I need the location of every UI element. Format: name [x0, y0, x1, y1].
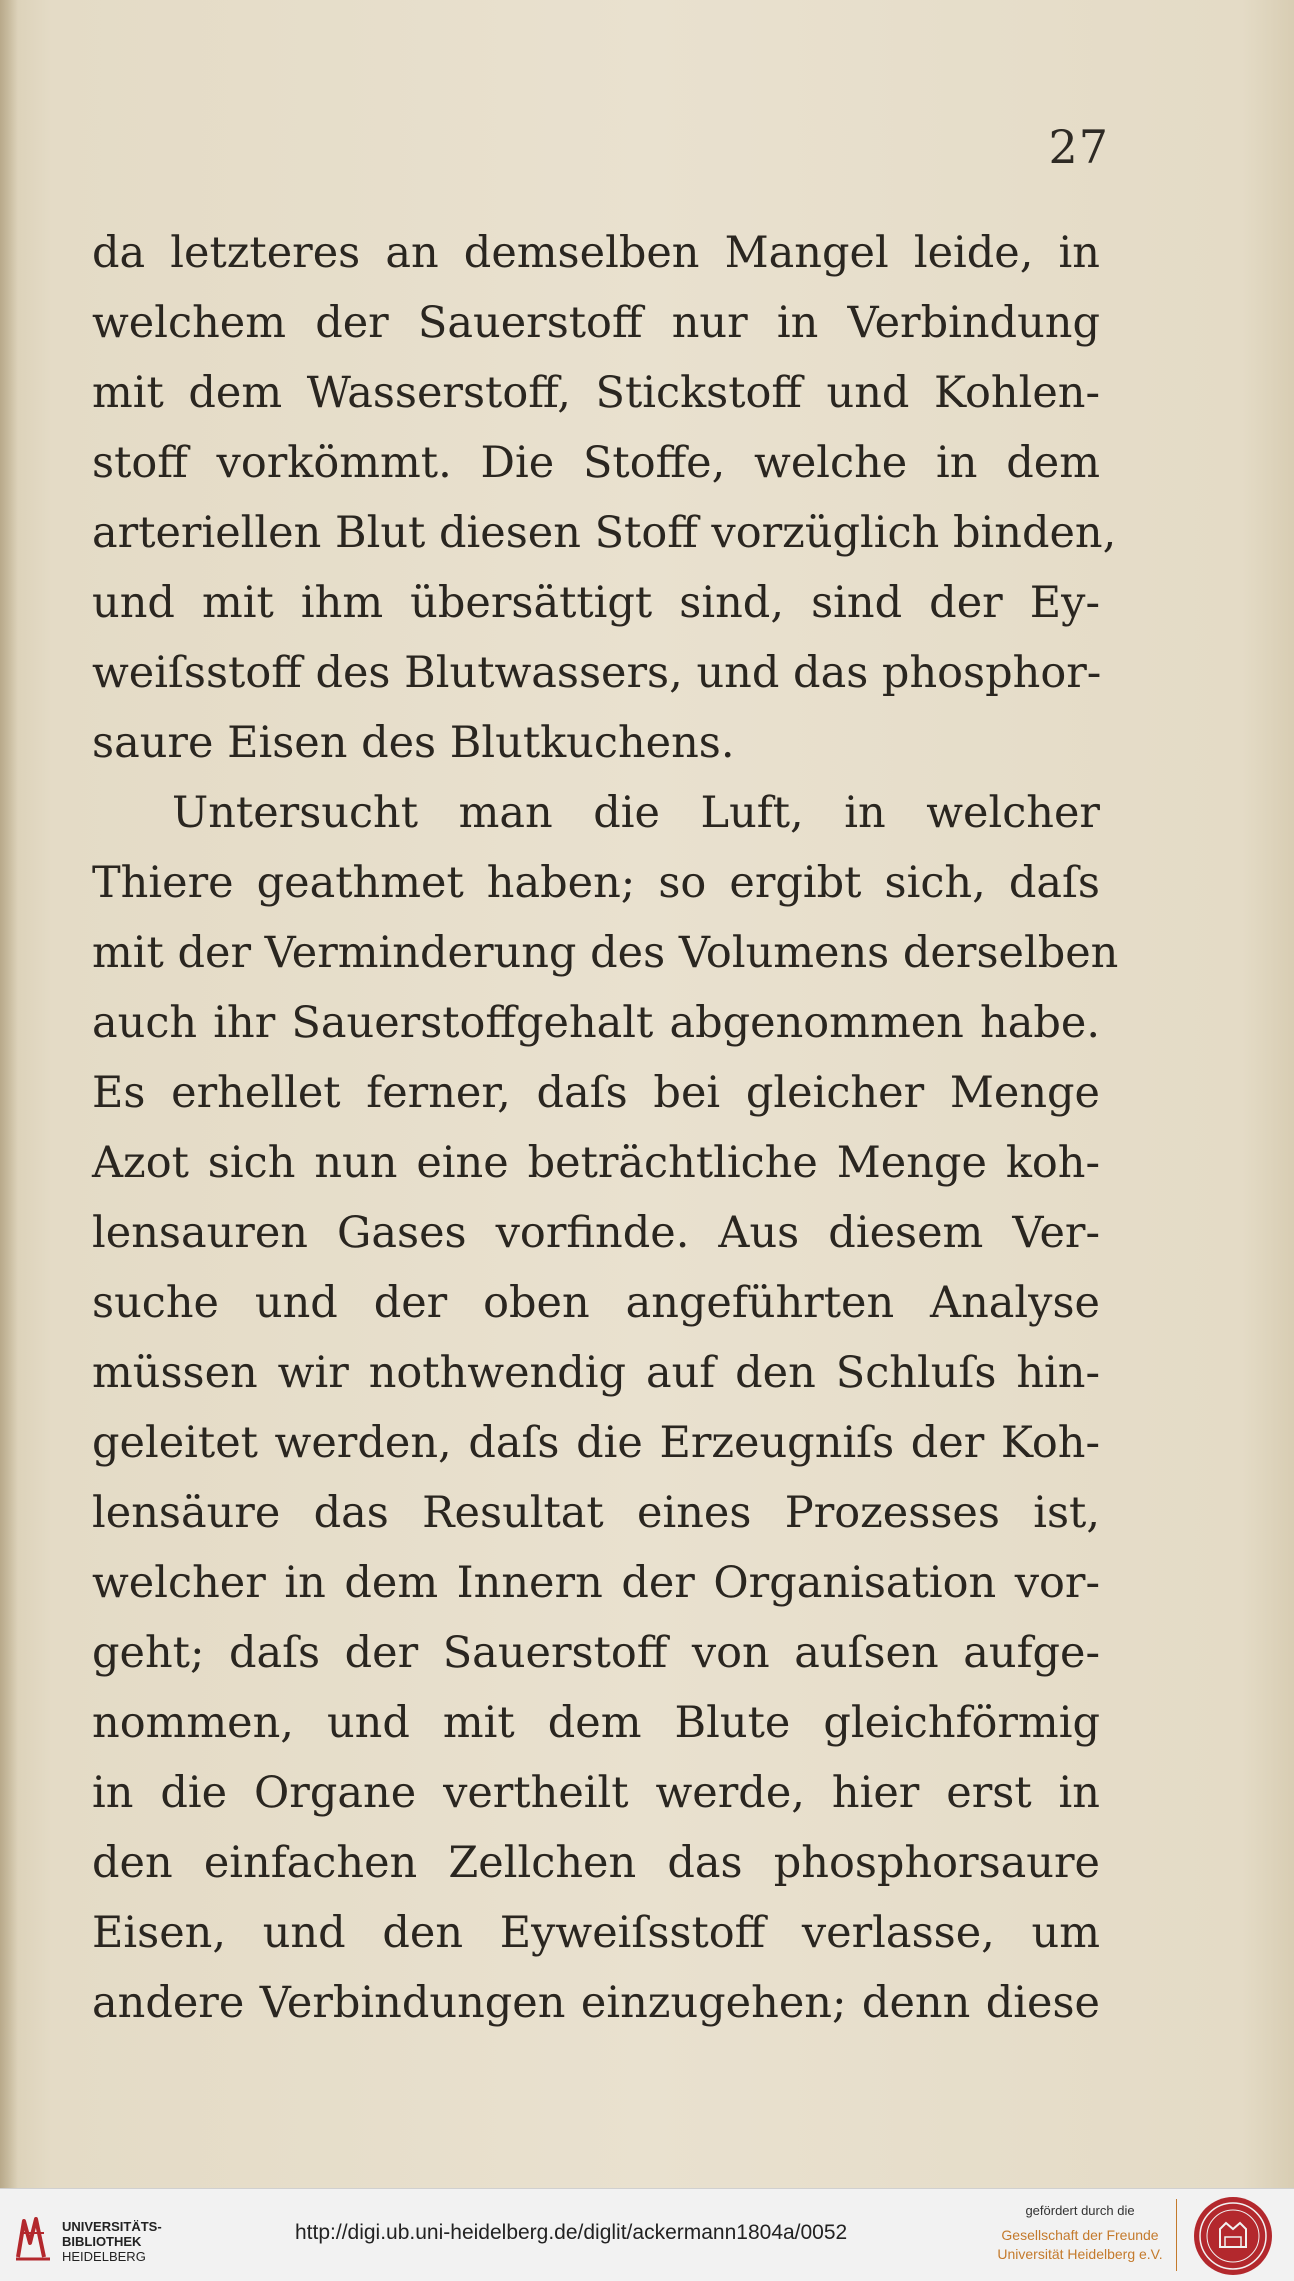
- text-line: nommen, und mit dem Blute gleichförmig: [92, 1698, 1100, 1748]
- text-line: auch ihr Sauerstoffgehalt abgenommen habe.: [92, 998, 1100, 1048]
- sponsor-name: Gesellschaft der Freunde: [1001, 2227, 1159, 2243]
- text-line: geht; daſs der Sauerstoff von auſsen aufge-: [92, 1628, 1100, 1678]
- text-line: mit der Verminderung des Volumens derselben: [92, 928, 1119, 978]
- text-line: welcher in dem Innern der Organisation vor-: [92, 1558, 1100, 1608]
- footer-bar: [0, 2188, 1294, 2281]
- page-text: [92, 218, 1119, 2038]
- sponsor-credit[interactable]: [990, 2201, 1170, 2264]
- text-line: andere Verbindungen einzugehen; denn diese: [92, 1978, 1100, 2028]
- text-line: suche und der oben angeführten Analyse: [92, 1278, 1100, 1328]
- page-binding-shadow: [0, 0, 18, 2188]
- library-logo[interactable]: [14, 2209, 164, 2269]
- text-line: weiſsstoff des Blutwassers, und das phosphor-: [92, 648, 1102, 698]
- text-line: Azot sich nun eine beträchtliche Menge koh-: [92, 1138, 1100, 1188]
- university-seal-icon[interactable]: [1192, 2195, 1274, 2277]
- permalink-url[interactable]: http://digi.ub.uni-heidelberg.de/diglit/ackermann1804a/0052: [295, 2221, 848, 2244]
- text-line: Eisen, und den Eyweiſsstoff verlasse, um: [92, 1908, 1100, 1958]
- library-name: [62, 2219, 162, 2264]
- sponsor-divider: [1176, 2199, 1177, 2271]
- text-line: lensäure das Resultat eines Prozesses ist,: [92, 1488, 1100, 1538]
- sponsor-subtitle: Universität Heidelberg e.V.: [997, 2246, 1163, 2262]
- library-name-line-1: UNIVERSITÄTS-: [62, 2219, 162, 2234]
- text-line: in die Organe vertheilt werde, hier erst in: [92, 1768, 1100, 1818]
- text-line: Thiere geathmet haben; so ergibt sich, daſs: [92, 858, 1100, 908]
- text-line: lensauren Gases vorfinde. Aus diesem Ver-: [92, 1208, 1100, 1258]
- text-line: Untersucht man die Luft, in welcher: [172, 788, 1100, 838]
- text-line: müssen wir nothwendig auf den Schluſs hin-: [92, 1348, 1100, 1398]
- text-line: den einfachen Zellchen das phosphorsaure: [92, 1838, 1100, 1888]
- text-line: arteriellen Blut diesen Stoff vorzüglich binden,: [92, 508, 1117, 558]
- library-name-line-2: BIBLIOTHEK: [62, 2234, 142, 2249]
- page-number: 27: [1048, 120, 1109, 174]
- text-line: Es erhellet ferner, daſs bei gleicher Menge: [92, 1068, 1100, 1118]
- text-line: mit dem Wasserstoff, Stickstoff und Kohlen-: [92, 368, 1100, 418]
- library-name-line-3: HEIDELBERG: [62, 2249, 146, 2264]
- text-line: saure Eisen des Blutkuchens.: [92, 718, 735, 768]
- text-line: und mit ihm übersättigt sind, sind der Ey-: [92, 578, 1100, 628]
- text-line: welchem der Sauerstoff nur in Verbindung: [92, 298, 1100, 348]
- sponsor-prefix: gefördert durch die: [1025, 2203, 1135, 2218]
- text-line: stoff vorkömmt. Die Stoffe, welche in dem: [92, 438, 1100, 488]
- library-logo-icon: [14, 2213, 52, 2263]
- text-line: geleitet werden, daſs die Erzeugniſs der Koh-: [92, 1418, 1100, 1468]
- text-line: da letzteres an demselben Mangel leide, in: [92, 228, 1100, 278]
